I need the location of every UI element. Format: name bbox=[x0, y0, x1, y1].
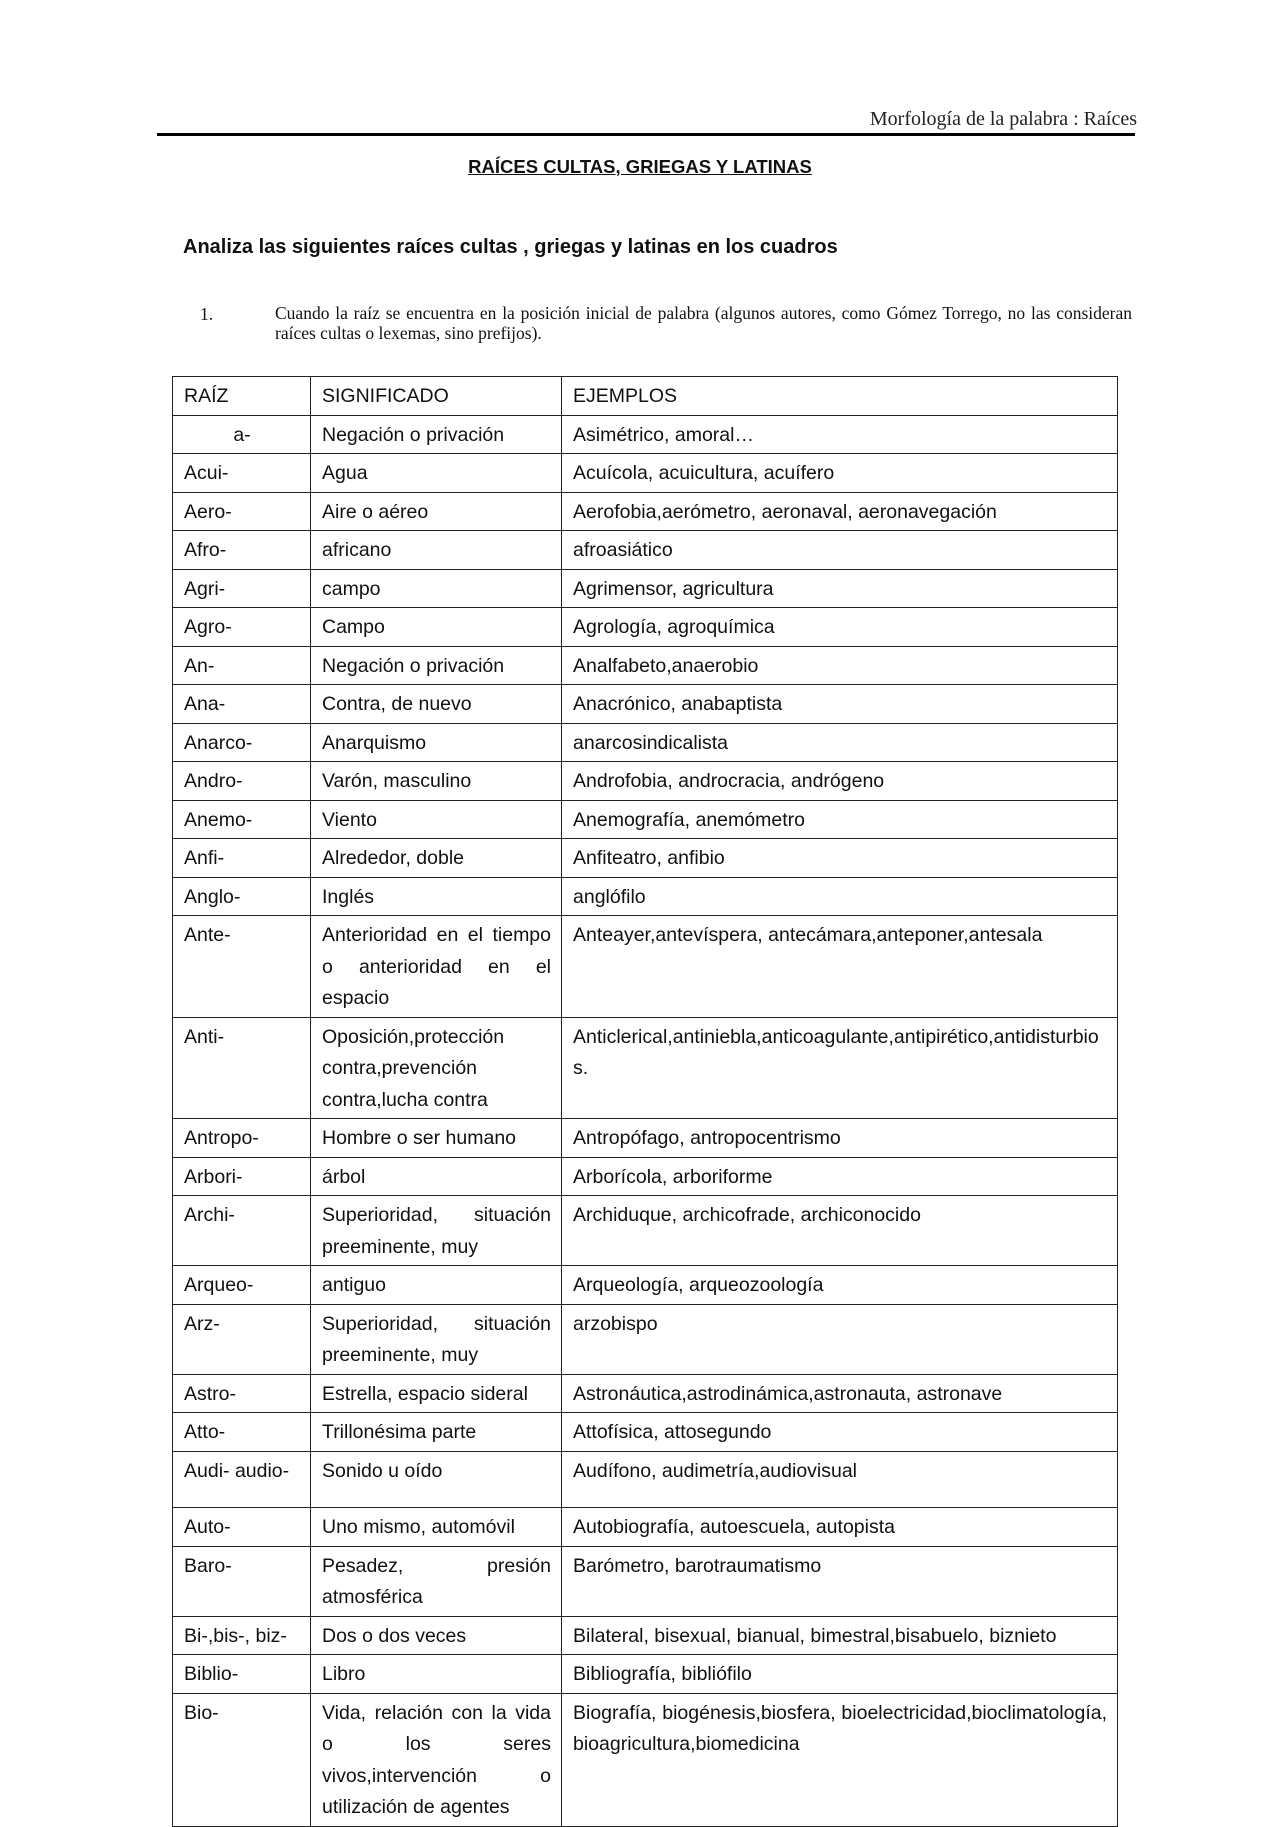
table-row bbox=[173, 1508, 1118, 1547]
table-row bbox=[173, 762, 1118, 801]
cell-raiz: Audi- audio- bbox=[173, 1451, 311, 1508]
cell-ejemplos: Antropófago, antropocentrismo bbox=[562, 1119, 1118, 1158]
cell-significado: Oposición,protección contra,prevención contra,lucha contra bbox=[311, 1017, 562, 1119]
header-rule bbox=[157, 133, 1135, 136]
table-row bbox=[173, 415, 1118, 454]
cell-ejemplos: Analfabeto,anaerobio bbox=[562, 646, 1118, 685]
cell-raiz: a- bbox=[173, 415, 311, 454]
cell-ejemplos: Arborícola, arboriforme bbox=[562, 1157, 1118, 1196]
cell-raiz: Anti- bbox=[173, 1017, 311, 1119]
header-ejemplos: EJEMPLOS bbox=[562, 377, 1118, 416]
table-row bbox=[173, 1655, 1118, 1694]
instruction-text: Analiza las siguientes raíces cultas , griegas y latinas en los cuadros bbox=[183, 236, 838, 258]
cell-significado: africano bbox=[311, 531, 562, 570]
cell-ejemplos: anglófilo bbox=[562, 877, 1118, 916]
cell-raiz: Arz- bbox=[173, 1304, 311, 1374]
cell-significado: campo bbox=[311, 569, 562, 608]
cell-ejemplos: Anacrónico, anabaptista bbox=[562, 685, 1118, 724]
cell-ejemplos: arzobispo bbox=[562, 1304, 1118, 1374]
cell-ejemplos: Anteayer,antevíspera, antecámara,anteponer,antesala bbox=[562, 916, 1118, 1018]
cell-raiz: Afro- bbox=[173, 531, 311, 570]
cell-significado: Anterioridad en el tiempo o anterioridad en el espacio bbox=[311, 916, 562, 1018]
cell-raiz: Anglo- bbox=[173, 877, 311, 916]
roots-table bbox=[172, 376, 1118, 1827]
cell-significado: Estrella, espacio sideral bbox=[311, 1374, 562, 1413]
cell-raiz: Bi-,bis-, biz- bbox=[173, 1616, 311, 1655]
cell-significado: Superioridad, situación preeminente, muy bbox=[311, 1304, 562, 1374]
cell-ejemplos: Audífono, audimetría,audiovisual bbox=[562, 1451, 1118, 1508]
cell-raiz: Anemo- bbox=[173, 800, 311, 839]
cell-raiz: Agro- bbox=[173, 608, 311, 647]
cell-ejemplos: afroasiático bbox=[562, 531, 1118, 570]
table-row bbox=[173, 877, 1118, 916]
cell-raiz: Baro- bbox=[173, 1546, 311, 1616]
cell-significado: Negación o privación bbox=[311, 415, 562, 454]
cell-raiz: Anfi- bbox=[173, 839, 311, 878]
table-row bbox=[173, 492, 1118, 531]
table-row bbox=[173, 723, 1118, 762]
table-row bbox=[173, 916, 1118, 1018]
cell-significado: árbol bbox=[311, 1157, 562, 1196]
cell-significado: Campo bbox=[311, 608, 562, 647]
table-row bbox=[173, 646, 1118, 685]
cell-significado: Libro bbox=[311, 1655, 562, 1694]
cell-significado: Uno mismo, automóvil bbox=[311, 1508, 562, 1547]
cell-raiz: Agri- bbox=[173, 569, 311, 608]
cell-raiz: Andro- bbox=[173, 762, 311, 801]
cell-ejemplos: Agrimensor, agricultura bbox=[562, 569, 1118, 608]
cell-ejemplos: Asimétrico, amoral… bbox=[562, 415, 1118, 454]
cell-ejemplos: Arqueología, arqueozoología bbox=[562, 1266, 1118, 1305]
cell-ejemplos: Anfiteatro, anfibio bbox=[562, 839, 1118, 878]
cell-significado: Hombre o ser humano bbox=[311, 1119, 562, 1158]
cell-ejemplos: Autobiografía, autoescuela, autopista bbox=[562, 1508, 1118, 1547]
list-item-number: 1. bbox=[200, 304, 214, 324]
cell-significado: Trillonésima parte bbox=[311, 1413, 562, 1452]
cell-raiz: Auto- bbox=[173, 1508, 311, 1547]
cell-significado: Vida, relación con la vida o los seres vivos,intervención o utilización de agentes bbox=[311, 1693, 562, 1826]
cell-significado: Alrededor, doble bbox=[311, 839, 562, 878]
cell-ejemplos: Acuícola, acuicultura, acuífero bbox=[562, 454, 1118, 493]
cell-raiz: Biblio- bbox=[173, 1655, 311, 1694]
table-row bbox=[173, 839, 1118, 878]
cell-ejemplos: Barómetro, barotraumatismo bbox=[562, 1546, 1118, 1616]
cell-significado: Inglés bbox=[311, 877, 562, 916]
cell-ejemplos: Astronáutica,astrodinámica,astronauta, astronave bbox=[562, 1374, 1118, 1413]
table-row bbox=[173, 1546, 1118, 1616]
cell-significado: Pesadez, presión atmosférica bbox=[311, 1546, 562, 1616]
cell-raiz: Atto- bbox=[173, 1413, 311, 1452]
cell-significado: Sonido u oído bbox=[311, 1451, 562, 1508]
cell-ejemplos: Agrología, agroquímica bbox=[562, 608, 1118, 647]
cell-ejemplos: Archiduque, archicofrade, archiconocido bbox=[562, 1196, 1118, 1266]
cell-significado: Varón, masculino bbox=[311, 762, 562, 801]
table-row bbox=[173, 1374, 1118, 1413]
table-row bbox=[173, 800, 1118, 839]
table-row bbox=[173, 531, 1118, 570]
cell-ejemplos: Bilateral, bisexual, bianual, bimestral,bisabuelo, biznieto bbox=[562, 1616, 1118, 1655]
table-row bbox=[173, 1119, 1118, 1158]
table-row bbox=[173, 454, 1118, 493]
table-row bbox=[173, 608, 1118, 647]
header-raiz: RAÍZ bbox=[173, 377, 311, 416]
table-row bbox=[173, 1157, 1118, 1196]
cell-ejemplos: Bibliografía, bibliófilo bbox=[562, 1655, 1118, 1694]
cell-significado: Viento bbox=[311, 800, 562, 839]
cell-raiz: Bio- bbox=[173, 1693, 311, 1826]
table-row bbox=[173, 1693, 1118, 1826]
header-significado: SIGNIFICADO bbox=[311, 377, 562, 416]
cell-ejemplos: Androfobia, androcracia, andrógeno bbox=[562, 762, 1118, 801]
cell-ejemplos: Anemografía, anemómetro bbox=[562, 800, 1118, 839]
cell-significado: Anarquismo bbox=[311, 723, 562, 762]
cell-raiz: Acui- bbox=[173, 454, 311, 493]
cell-raiz: Archi- bbox=[173, 1196, 311, 1266]
table-row bbox=[173, 569, 1118, 608]
cell-raiz: Antropo- bbox=[173, 1119, 311, 1158]
cell-significado: antiguo bbox=[311, 1266, 562, 1305]
cell-significado: Dos o dos veces bbox=[311, 1616, 562, 1655]
cell-raiz: Arqueo- bbox=[173, 1266, 311, 1305]
cell-raiz: Anarco- bbox=[173, 723, 311, 762]
cell-raiz: An- bbox=[173, 646, 311, 685]
cell-ejemplos: Aerofobia,aerómetro, aeronaval, aeronavegación bbox=[562, 492, 1118, 531]
table-row bbox=[173, 685, 1118, 724]
table-header-row bbox=[173, 377, 1118, 416]
cell-raiz: Aero- bbox=[173, 492, 311, 531]
table-row bbox=[173, 1017, 1118, 1119]
table-row bbox=[173, 1196, 1118, 1266]
cell-raiz: Ana- bbox=[173, 685, 311, 724]
cell-ejemplos: Biografía, biogénesis,biosfera, bioelectricidad,bioclimatología,bioagricultura,biomedicina bbox=[562, 1693, 1118, 1826]
table-row bbox=[173, 1266, 1118, 1305]
cell-significado: Superioridad, situación preeminente, muy bbox=[311, 1196, 562, 1266]
table-row bbox=[173, 1616, 1118, 1655]
running-header: Morfología de la palabra : Raíces bbox=[869, 108, 1137, 130]
cell-raiz: Arbori- bbox=[173, 1157, 311, 1196]
list-item-text: Cuando la raíz se encuentra en la posición inicial de palabra (algunos autores, como Gómez Torrego, no las consideran raíces cultas o lexemas, sino prefijos). bbox=[275, 303, 1132, 343]
table-row bbox=[173, 1304, 1118, 1374]
cell-significado: Negación o privación bbox=[311, 646, 562, 685]
cell-significado: Agua bbox=[311, 454, 562, 493]
table-row bbox=[173, 1413, 1118, 1452]
document-title: RAÍCES CULTAS, GRIEGAS Y LATINAS bbox=[468, 156, 812, 177]
cell-ejemplos: anarcosindicalista bbox=[562, 723, 1118, 762]
cell-ejemplos: Attofísica, attosegundo bbox=[562, 1413, 1118, 1452]
cell-significado: Aire o aéreo bbox=[311, 492, 562, 531]
table-row bbox=[173, 1451, 1118, 1508]
cell-raiz: Ante- bbox=[173, 916, 311, 1018]
cell-ejemplos: Anticlerical,antiniebla,anticoagulante,antipirético,antidisturbios. bbox=[562, 1017, 1118, 1119]
roots-table-body bbox=[173, 377, 1118, 1827]
cell-significado: Contra, de nuevo bbox=[311, 685, 562, 724]
cell-raiz: Astro- bbox=[173, 1374, 311, 1413]
